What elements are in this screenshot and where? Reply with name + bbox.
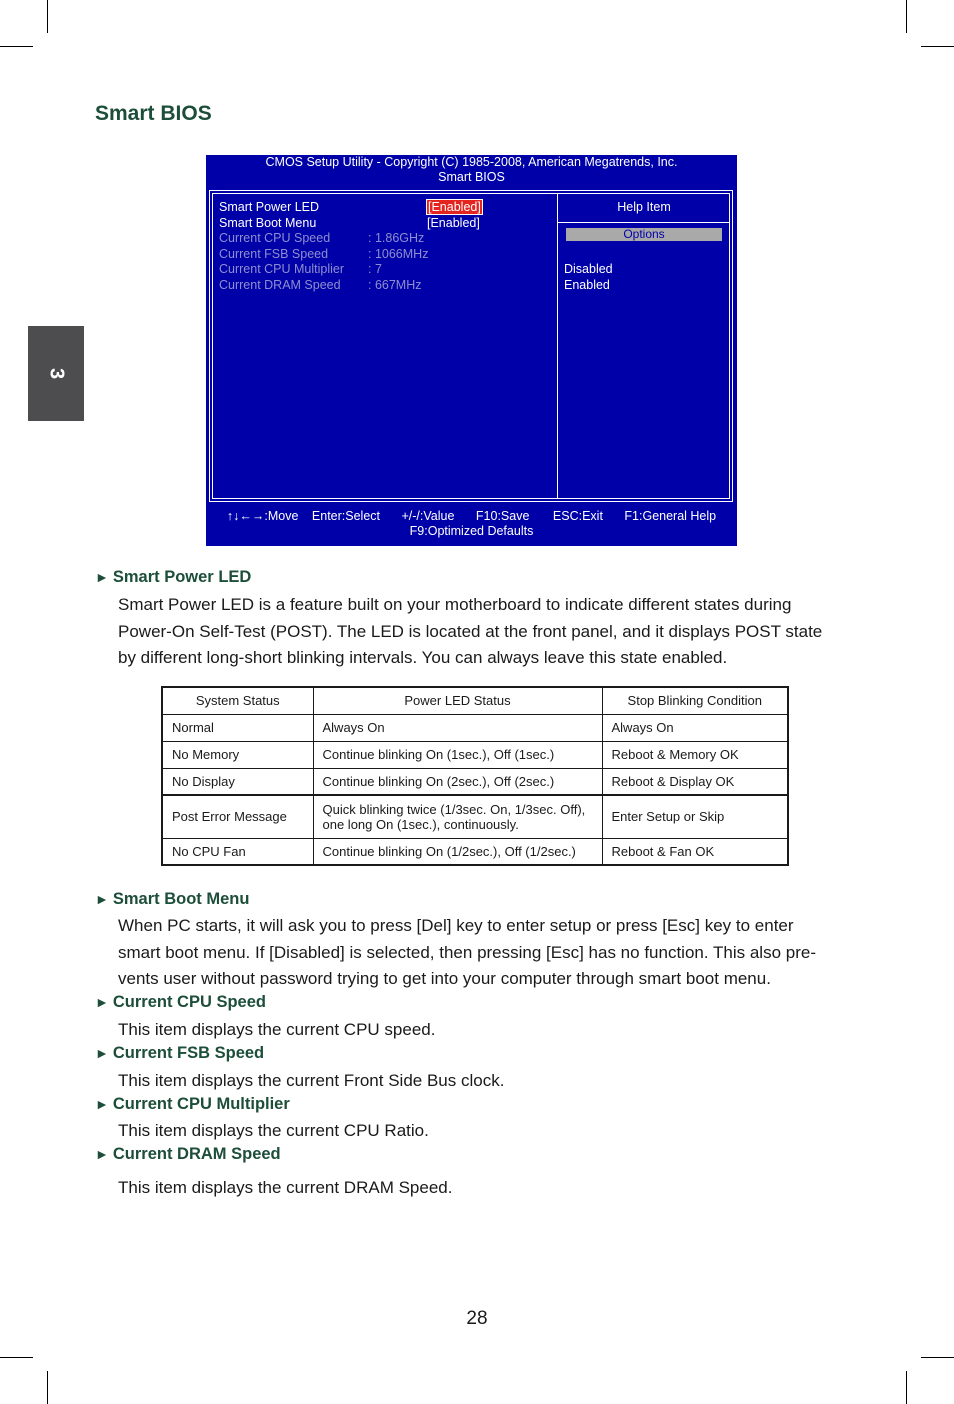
bios-key-move: ↑↓←→:Move — [226, 509, 299, 523]
section-title: Current CPU Multiplier — [112, 1095, 290, 1113]
bios-selected-value[interactable]: [Enabled] — [428, 200, 481, 214]
crop-mark — [906, 1371, 907, 1404]
section-title: Current CPU Speed — [112, 993, 266, 1011]
paragraph-line: Power-On Self-Test (POST). The LED is located at the front panel, and it displays POST state — [118, 621, 823, 641]
section-current-dram-speed — [95, 1145, 281, 1164]
current-cpu-speed-description: This item displays the current CPU speed. — [118, 1020, 436, 1039]
bios-value-smart-power-led[interactable] — [427, 200, 482, 215]
table-cell: Continue blinking On (1sec.), Off (1sec.) — [313, 741, 602, 768]
chapter-number: 3 — [45, 367, 68, 380]
table-cell: Post Error Message — [162, 795, 313, 838]
bios-key-select: Enter:Select — [311, 509, 380, 523]
bios-value-fsb-speed: : 1066MHz — [368, 247, 429, 261]
triangle-bullet-icon: ► — [95, 1045, 109, 1061]
bios-item-smart-power-led[interactable]: Smart Power LED — [219, 200, 320, 214]
bios-help-title: Help Item — [617, 200, 671, 214]
smart-boot-menu-description — [118, 913, 858, 993]
paragraph-line: Smart Power LED is a feature built on your motherboard to indicate different states during — [118, 595, 792, 614]
bios-footer-keys — [206, 509, 737, 523]
bios-item-fsb-speed: Current FSB Speed — [219, 247, 329, 261]
table-row — [162, 768, 788, 795]
bios-item-smart-boot-menu[interactable]: Smart Boot Menu — [219, 216, 317, 230]
triangle-bullet-icon: ► — [95, 891, 109, 907]
table-cell: Continue blinking On (2sec.), Off (2sec.) — [313, 768, 602, 795]
crop-mark — [906, 0, 907, 33]
triangle-bullet-icon: ► — [95, 569, 109, 585]
section-smart-boot-menu — [95, 890, 249, 909]
led-status-table — [161, 686, 789, 866]
triangle-bullet-icon: ► — [95, 1096, 109, 1112]
bios-value-smart-boot-menu[interactable]: [Enabled] — [427, 216, 480, 230]
bios-item-cpu-multiplier: Current CPU Multiplier — [219, 262, 345, 276]
table-cell: Enter Setup or Skip — [602, 795, 788, 838]
bios-key-help: F1:General Help — [624, 509, 717, 523]
bios-header-copyright: CMOS Setup Utility - Copyright (C) 1985-2008, American Megatrends, Inc. — [265, 155, 678, 169]
chapter-tab — [28, 326, 84, 421]
bios-option-enabled[interactable]: Enabled — [564, 278, 610, 292]
section-title: Current DRAM Speed — [112, 1145, 281, 1163]
triangle-bullet-icon: ► — [95, 1146, 109, 1162]
section-current-cpu-speed — [95, 993, 266, 1012]
table-cell: No Display — [162, 768, 313, 795]
table-row — [162, 714, 788, 741]
section-current-cpu-multiplier — [95, 1095, 290, 1114]
table-header-cell: Stop Blinking Condition — [602, 687, 788, 714]
bios-key-exit: ESC:Exit — [552, 509, 603, 523]
table-header-cell: System Status — [162, 687, 313, 714]
table-row — [162, 795, 788, 838]
table-header-row — [162, 687, 788, 714]
bios-divider — [557, 193, 558, 499]
bios-value-cpu-multiplier: : 7 — [368, 262, 382, 276]
section-title: Current FSB Speed — [112, 1044, 265, 1062]
paragraph-line: vents user without password trying to get into your computer through smart boot menu. — [118, 969, 771, 988]
table-cell: Normal — [162, 714, 313, 741]
current-dram-speed-description: This item displays the current DRAM Speed. — [118, 1178, 453, 1197]
crop-mark — [0, 1357, 33, 1358]
current-cpu-multiplier-description: This item displays the current CPU Ratio. — [118, 1121, 429, 1140]
table-cell: No Memory — [162, 741, 313, 768]
bios-key-value: +/-/:Value — [401, 509, 455, 523]
bios-value-dram-speed: : 667MHz — [368, 278, 422, 292]
section-title: Smart Boot Menu — [112, 890, 250, 908]
crop-mark — [921, 46, 954, 47]
page-number: 28 — [466, 1308, 488, 1329]
section-current-fsb-speed — [95, 1044, 264, 1063]
crop-mark — [0, 46, 33, 47]
table-cell: Continue blinking On (1/2sec.), Off (1/2sec.) — [313, 838, 602, 865]
section-smart-power-led — [95, 568, 251, 587]
table-cell: Reboot & Memory OK — [602, 741, 788, 768]
crop-mark — [47, 0, 48, 33]
bios-key-defaults: F9:Optimized Defaults — [409, 524, 534, 538]
bios-item-dram-speed: Current DRAM Speed — [219, 278, 341, 292]
bios-help-divider — [557, 222, 730, 223]
table-row — [162, 741, 788, 768]
smart-power-led-description — [118, 592, 858, 672]
paragraph-line: by different long-short blinking intervals. You can always leave this state enabled. — [118, 648, 728, 667]
bios-header-title: Smart BIOS — [438, 170, 505, 184]
table-cell: Always On — [313, 714, 602, 741]
table-cell: No CPU Fan — [162, 838, 313, 865]
bios-item-cpu-speed: Current CPU Speed — [219, 231, 331, 245]
table-cell: Quick blinking twice (1/3sec. On, 1/3sec. Off), one long On (1sec.), continuously. — [313, 795, 602, 838]
bios-options-label: Options — [566, 228, 722, 241]
bios-value-cpu-speed: : 1.86GHz — [368, 231, 425, 245]
table-row — [162, 838, 788, 865]
current-fsb-speed-description: This item displays the current Front Side Bus clock. — [118, 1071, 505, 1090]
page-title: Smart BIOS — [95, 102, 212, 125]
paragraph-line: smart boot menu. If [Disabled] is selected, then pressing [Esc] has no function. This also pre- — [118, 942, 816, 962]
crop-mark — [47, 1371, 48, 1404]
section-title: Smart Power LED — [112, 568, 252, 586]
bios-key-save: F10:Save — [475, 509, 530, 523]
bios-option-disabled[interactable]: Disabled — [564, 262, 613, 276]
bios-screen — [206, 155, 737, 546]
table-cell: Reboot & Fan OK — [602, 838, 788, 865]
table-header-cell: Power LED Status — [313, 687, 602, 714]
triangle-bullet-icon: ► — [95, 994, 109, 1010]
table-cell: Reboot & Display OK — [602, 768, 788, 795]
crop-mark — [921, 1357, 954, 1358]
paragraph-line: When PC starts, it will ask you to press [Del] key to enter setup or press [Esc] key to enter — [118, 916, 794, 935]
table-cell: Always On — [602, 714, 788, 741]
